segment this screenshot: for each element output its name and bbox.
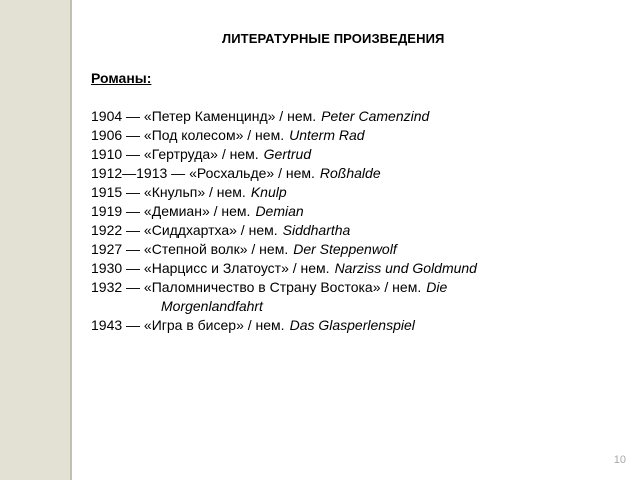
list-item — [91, 164, 477, 183]
work-original-title: Demian — [255, 203, 304, 219]
work-title: 1915 — «Кнульп» / нем. — [91, 184, 246, 200]
list-item — [91, 183, 477, 202]
list-item — [91, 145, 477, 164]
work-title: 1943 — «Игра в бисер» / нем. — [91, 317, 285, 333]
section-heading-novels: Романы: — [91, 70, 152, 86]
work-original-title: Knulp — [250, 184, 287, 200]
work-original-title: Die — [426, 279, 448, 295]
slide-title: ЛИТЕРАТУРНЫЕ ПРОИЗВЕДЕНИЯ — [222, 31, 445, 46]
work-title: 1912—1913 — «Росхальде» / нем. — [91, 165, 315, 181]
list-item — [91, 107, 477, 126]
list-item — [91, 240, 477, 259]
work-original-title: Das Glasperlenspiel — [289, 317, 415, 333]
list-item — [91, 221, 477, 240]
work-title: 1927 — «Степной волк» / нем. — [91, 241, 289, 257]
work-title: 1906 — «Под колесом» / нем. — [91, 127, 285, 143]
work-original-title: Gertrud — [263, 146, 312, 162]
list-item — [91, 278, 477, 316]
work-original-title: Peter Camenzind — [321, 108, 430, 124]
work-title: 1932 — «Паломничество в Страну Востока» / нем. — [91, 279, 422, 295]
list-item — [91, 202, 477, 221]
work-title: 1904 — «Петер Каменцинд» / нем. — [91, 108, 317, 124]
list-item — [91, 316, 477, 335]
work-title: 1919 — «Демиан» / нем. — [91, 203, 251, 219]
work-original-title: Der Steppenwolf — [293, 241, 397, 257]
novels-list — [91, 107, 477, 335]
work-original-title: Roßhalde — [319, 165, 381, 181]
left-decorative-band — [0, 0, 70, 480]
page-number: 10 — [613, 454, 626, 466]
left-divider-line — [70, 0, 72, 480]
work-original-title: Siddhartha — [282, 222, 351, 238]
work-original-title: Unterm Rad — [289, 127, 365, 143]
work-title: 1910 — «Гертруда» / нем. — [91, 146, 259, 162]
list-item — [91, 126, 477, 145]
list-item — [91, 259, 477, 278]
work-title: 1930 — «Нарцисс и Златоуст» / нем. — [91, 260, 330, 276]
work-original-title-continued: Morgenlandfahrt — [161, 298, 263, 314]
work-title: 1922 — «Сиддхартха» / нем. — [91, 222, 278, 238]
work-original-title: Narziss und Goldmund — [334, 260, 477, 276]
